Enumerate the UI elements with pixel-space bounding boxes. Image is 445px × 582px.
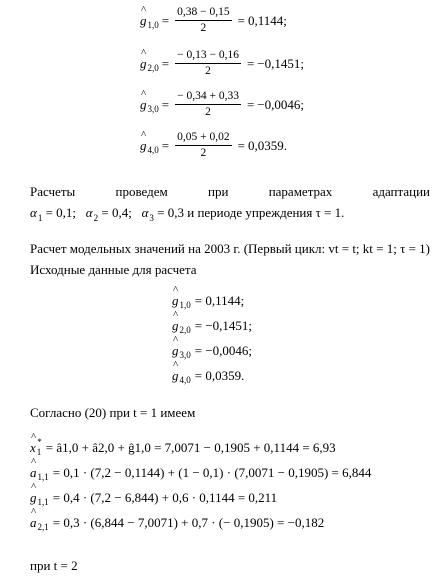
paragraph-formula-ref: Согласно (20) при t = 1 имеем (30, 405, 196, 420)
fraction: $\frac{0,38 - 0,15}{2}$ (177, 6, 230, 34)
equation-g20: ^ g 2,0 = $\frac{- 0,13 - 0,16}{2}$ = −0,1451; (140, 46, 304, 77)
equation-x1-forecast: ^ x 1 * = â1,0 + â2,0 + ĝ1,0 = 7,0071 − 0,1905 + 0,1144 = 6,93 (30, 431, 336, 457)
fraction: $\frac{0,05 + 0,02}{2}$ (177, 131, 230, 159)
fraction: $\frac{- 0,13 - 0,16}{2}$ (177, 49, 239, 77)
equation-g30-value: ^ g 3,0 = −0,0046; (172, 334, 253, 360)
equation-a21: ^ a 2,1 = 0,3 · (6,844 − 7,0071) + 0,7 · (− 0,1905) = −0,182 (30, 506, 325, 532)
footer-text: при t = 2 (30, 558, 78, 573)
g-hat-symbol: ^ g (140, 3, 147, 28)
paragraph-model-values: Расчет модельных значений на 2003 г. (Первый цикл: vt = t; kt = 1; τ = 1) Исходные данные для расчета (30, 241, 430, 277)
paragraph-adaptation: Расчеты проведем при параметрах адаптации $\alpha_1 = 0,1$; $\alpha_2 = 0,4$; $\alpha_3 = 0,3$ и периоде упреждения τ = 1. (30, 184, 430, 223)
equation-g40: ^ g 4,0 = $\frac{0,05 + 0,02}{2}$ = 0,0359. (140, 128, 287, 159)
equation-g40-value: ^ g 4,0 = 0,0359. (172, 359, 245, 385)
equation-g20-value: ^ g 2,0 = −0,1451; (172, 309, 253, 335)
equation-a11: ^ a 1,1 = 0,1 · (7,2 − 0,1144) + (1 − 0,1) · (7,0071 − 0,1905) = 6,844 (30, 456, 372, 482)
fraction: $\frac{- 0,34 + 0,33}{2}$ (177, 90, 239, 118)
equation-g10-value: ^ g 1,0 = 0,1144; (172, 284, 245, 310)
equation-g10: ^ g 1,0 = $\frac{0,38 - 0,15}{2}$ = 0,1144; (140, 3, 287, 34)
equation-g30: ^ g 3,0 = $\frac{- 0,34 + 0,33}{2}$ = −0,0046; (140, 87, 304, 118)
equation-g11: ^ g 1,1 = 0,4 · (7,2 − 6,844) + 0,6 · 0,1144 = 0,211 (30, 481, 278, 507)
